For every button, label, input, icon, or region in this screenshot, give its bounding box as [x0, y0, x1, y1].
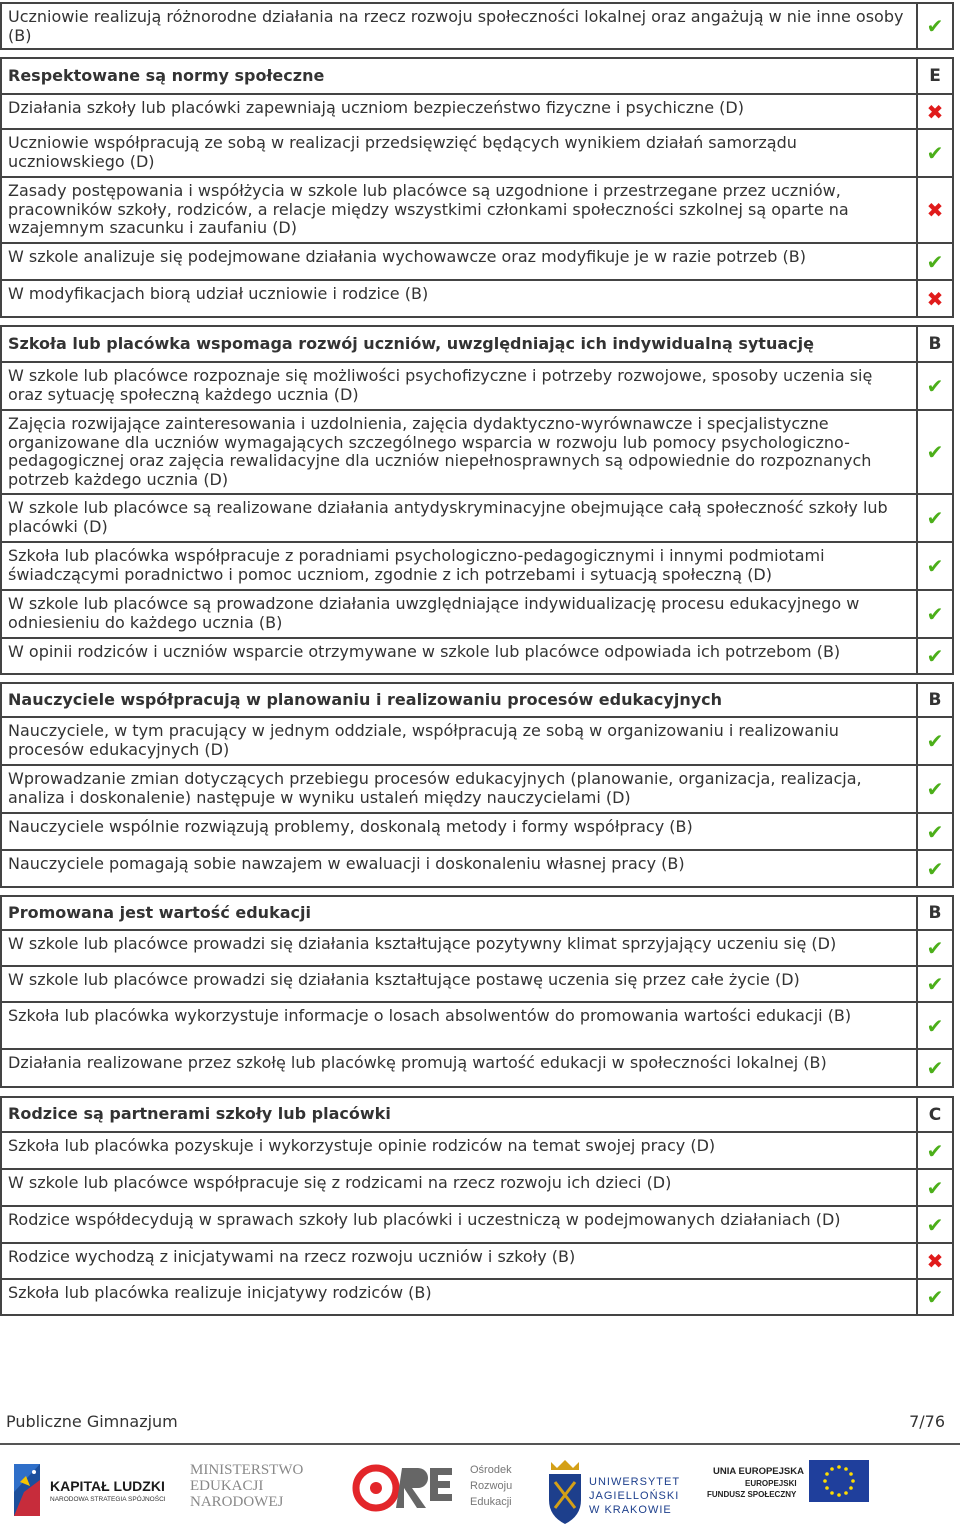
cross-icon: ✖ [916, 1244, 954, 1280]
table-row [0, 281, 954, 318]
section-title: Promowana jest wartość edukacji [0, 895, 916, 931]
criterion-text: W szkole analizuje się podejmowane działania wychowawcze oraz modyfikuje je w razie potrzeb (B) [0, 244, 916, 281]
table-row [0, 1280, 954, 1316]
criterion-text: Wprowadzanie zmian dotyczących przebiegu procesów edukacyjnych (planowanie, organizacja, realizacja, analiza i doskonalenie) następuje w wyniku ustaleń między nauczycielami (D) [0, 766, 916, 814]
check-icon: ✔ [916, 1003, 954, 1050]
ue-line-3: FUNDUSZ SPOŁECZNY [707, 1490, 797, 1499]
criterion-text: W szkole lub placówce współpracuje się z rodzicami na rzecz rozwoju ich dzieci (D) [0, 1170, 916, 1207]
table-row [0, 1133, 954, 1170]
table-row [0, 2, 954, 50]
ore-line-2: Rozwoju [470, 1480, 513, 1492]
criterion-text: Zajęcia rozwijające zainteresowania i uzdolnienia, zajęcia dydaktyczno-wyrównawcze i specjalistyczne organizowane dla uczniów wymagających szczególnego wsparcia w rozwoju lub pomocy psychologiczno-pedagogicznej oraz zajęcia rewalidacyjne dla uczniów niepełnosprawnych są odpowiednie do rozpoznanych potrzeb każdego ucznia (D) [0, 411, 916, 495]
criterion-text: Zasady postępowania i współżycia w szkole lub placówce są uzgodnione i przestrzegane przez uczniów, pracowników szkoły, rodziców, a relacje między wszystkimi członkami społeczności szkolnej są oparte na wzajemnym szacunku i zaufaniu (D) [0, 178, 916, 244]
check-icon: ✔ [916, 718, 954, 766]
ore-emblem-icon [350, 1452, 460, 1532]
ore-logo [350, 1452, 525, 1532]
check-icon: ✔ [916, 814, 954, 851]
criterion-text: W szkole lub placówce są realizowane działania antydyskryminacyjne obejmujące całą społeczność szkoły lub placówki (D) [0, 495, 916, 543]
men-line-2: EDUKACJI [190, 1478, 264, 1494]
table-row [0, 718, 954, 766]
criterion-text: W modyfikacjach biorą udział uczniowie i rodzice (B) [0, 281, 916, 318]
check-icon: ✔ [916, 244, 954, 281]
uj-line-1: UNIWERSYTET [589, 1476, 681, 1488]
table-row [0, 1003, 954, 1050]
check-icon: ✔ [916, 967, 954, 1003]
eu-flag-icon [809, 1460, 869, 1502]
criterion-text: Szkoła lub placówka realizuje inicjatywy rodziców (B) [0, 1280, 916, 1316]
table-row [0, 814, 954, 851]
check-icon: ✔ [916, 411, 954, 495]
section-title: Nauczyciele współpracują w planowaniu i realizowaniu procesów edukacyjnych [0, 682, 916, 718]
check-icon: ✔ [916, 495, 954, 543]
table-row [0, 639, 954, 675]
men-logo [190, 1452, 320, 1532]
cross-icon: ✖ [916, 178, 954, 244]
criterion-text: Uczniowie realizują różnorodne działania na rzecz rozwoju społeczności lokalnej oraz angażują w nie inne osoby (B) [0, 2, 916, 50]
ue-line-2: EUROPEJSKI [745, 1479, 797, 1488]
table-row [0, 1170, 954, 1207]
footer-school-name: Publiczne Gimnazjum [6, 1412, 178, 1431]
ore-line-1: Ośrodek [470, 1464, 512, 1476]
check-icon: ✔ [916, 543, 954, 591]
check-icon: ✔ [916, 591, 954, 639]
check-icon: ✔ [916, 766, 954, 814]
criterion-text: Szkoła lub placówka wykorzystuje informacje o losach absolwentów do promowania wartości edukacji (B) [0, 1003, 916, 1050]
table-row [0, 1244, 954, 1280]
table-row [0, 967, 954, 1003]
table-row [0, 1050, 954, 1088]
cross-icon: ✖ [916, 281, 954, 318]
criterion-text: Szkoła lub placówka współpracuje z poradniami psychologiczno-pedagogicznymi i innymi podmiotami świadczącymi poradnictwo i pomoc uczniom, zgodnie z ich potrzebami i sytuacją społeczną (D) [0, 543, 916, 591]
ore-line-3: Edukacji [470, 1496, 512, 1508]
uj-line-3: W KRAKOWIE [589, 1504, 672, 1516]
table-row [0, 851, 954, 888]
section-header-row [0, 1096, 954, 1133]
criterion-text: Szkoła lub placówka pozyskuje i wykorzystuje opinie rodziców na temat swojej pracy (D) [0, 1133, 916, 1170]
check-icon: ✔ [916, 1170, 954, 1207]
criterion-text: W szkole lub placówce są prowadzone działania uwzględniające indywidualizację procesu edukacyjnego w odniesieniu do każdego ucznia (B) [0, 591, 916, 639]
kapital-subtitle: NARODOWA STRATEGIA SPÓJNOŚCI [50, 1496, 166, 1503]
section-grade: B [916, 682, 954, 718]
table-row [0, 244, 954, 281]
section-title: Respektowane są normy społeczne [0, 57, 916, 95]
kapital-ludzki-logo [10, 1452, 175, 1532]
check-icon: ✔ [916, 851, 954, 888]
check-icon: ✔ [916, 1280, 954, 1316]
check-icon: ✔ [916, 639, 954, 675]
criterion-text: W szkole lub placówce rozpoznaje się możliwości psychofizyczne i potrzeby rozwojowe, sposoby uczenia się oraz sytuację społeczną każdego ucznia (D) [0, 363, 916, 411]
check-icon: ✔ [916, 363, 954, 411]
section-grade: B [916, 325, 954, 363]
criterion-text: Działania szkoły lub placówki zapewniają uczniom bezpieczeństwo fizyczne i psychiczne (D) [0, 95, 916, 130]
check-icon: ✔ [916, 1207, 954, 1244]
ue-line-1: UNIA EUROPEJSKA [713, 1466, 804, 1477]
table-row [0, 363, 954, 411]
table-row [0, 1207, 954, 1244]
table-row [0, 766, 954, 814]
check-icon: ✔ [916, 2, 954, 50]
cross-icon: ✖ [916, 95, 954, 130]
table-row [0, 411, 954, 495]
section-grade: E [916, 57, 954, 95]
section-grade: B [916, 895, 954, 931]
kapital-title: KAPITAŁ LUDZKI [50, 1478, 165, 1494]
table-row [0, 178, 954, 244]
section-header-row [0, 682, 954, 718]
footer-divider [0, 1443, 960, 1445]
criterion-text: W szkole lub placówce prowadzi się działania kształtujące pozytywny klimat sprzyjający uczeniu się (D) [0, 931, 916, 967]
criterion-text: Nauczyciele pomagają sobie nawzajem w ewaluacji i doskonaleniu własnej pracy (B) [0, 851, 916, 888]
table-row [0, 591, 954, 639]
check-icon: ✔ [916, 1133, 954, 1170]
check-icon: ✔ [916, 130, 954, 178]
uj-crest-icon [545, 1452, 585, 1532]
section-title: Szkoła lub placówka wspomaga rozwój uczniów, uwzględniając ich indywidualną sytuację [0, 325, 916, 363]
men-line-3: NARODOWEJ [190, 1494, 284, 1510]
check-icon: ✔ [916, 931, 954, 967]
check-icon: ✔ [916, 1050, 954, 1088]
section-title: Rodzice są partnerami szkoły lub placówki [0, 1096, 916, 1133]
uj-line-2: JAGIELLOŃSKI [589, 1490, 680, 1502]
men-line-1: MINISTERSTWO [190, 1462, 304, 1478]
table-row [0, 543, 954, 591]
table-row [0, 931, 954, 967]
criterion-text: Nauczyciele, w tym pracujący w jednym oddziale, współpracują ze sobą w organizowaniu i realizowaniu procesów edukacyjnych (D) [0, 718, 916, 766]
criterion-text: W opinii rodziców i uczniów wsparcie otrzymywane w szkole lub placówce odpowiada ich potrzebom (B) [0, 639, 916, 675]
ue-logo [705, 1452, 870, 1532]
section-header-row [0, 895, 954, 931]
criterion-text: Uczniowie współpracują ze sobą w realizacji przedsięwzięć będących wynikiem działań samorządu uczniowskiego (D) [0, 130, 916, 178]
criterion-text: Działania realizowane przez szkołę lub placówkę promują wartość edukacji w społeczności lokalnej (B) [0, 1050, 916, 1088]
criterion-text: Rodzice wychodzą z inicjatywami na rzecz rozwoju uczniów i szkoły (B) [0, 1244, 916, 1280]
section-grade: C [916, 1096, 954, 1133]
section-header-row [0, 57, 954, 95]
criterion-text: Rodzice współdecydują w sprawach szkoły lub placówki i uczestniczą w podejmowanych działaniach (D) [0, 1207, 916, 1244]
table-row [0, 130, 954, 178]
uj-logo [545, 1452, 690, 1532]
table-row [0, 495, 954, 543]
section-header-row [0, 325, 954, 363]
sponsor-logos [0, 1452, 960, 1532]
page-number: 7/76 [909, 1412, 945, 1431]
criterion-text: W szkole lub placówce prowadzi się działania kształtujące postawę uczenia się przez całe życie (D) [0, 967, 916, 1003]
criterion-text: Nauczyciele wspólnie rozwiązują problemy, doskonalą metody i formy współpracy (B) [0, 814, 916, 851]
table-row [0, 95, 954, 130]
